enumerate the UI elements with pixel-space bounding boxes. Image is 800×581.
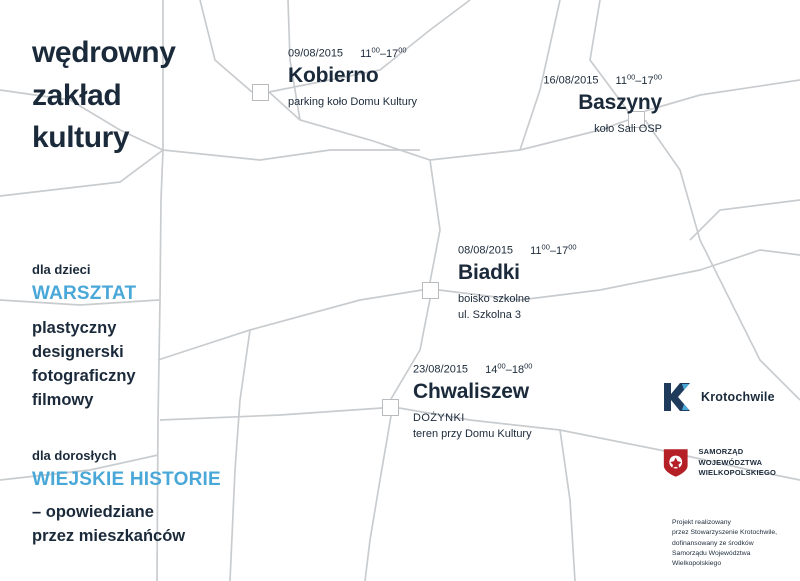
kids-line-2: designerski <box>32 343 124 362</box>
samorzad-line-2: WIELKOPOLSKIEGO <box>698 468 777 478</box>
kids-line-4: filmowy <box>32 391 94 410</box>
hours-from-sup: 00 <box>371 45 380 54</box>
logo-krotochwile <box>662 381 775 413</box>
event-date: 09/08/2015 <box>288 47 344 60</box>
samorzad-line-1: SAMORZĄD WOJEWÓDZTWA <box>698 447 763 467</box>
hours-from-sup: 00 <box>626 72 636 81</box>
event-baszyny <box>543 72 662 138</box>
event-name: Baszyny <box>578 90 662 114</box>
event-venue-line-1: koło Sali OSP <box>594 122 662 135</box>
hours-to: 17 <box>386 47 399 60</box>
title-line-3: kultury <box>32 121 130 155</box>
kids-line-3: fotograficzny <box>32 367 136 386</box>
event-date: 08/08/2015 <box>458 244 514 257</box>
title-line-1: wędrowny <box>32 36 176 69</box>
event-name: Biadki <box>458 260 520 284</box>
poster-title <box>32 32 176 160</box>
map-node-kobierno <box>252 84 269 101</box>
hours-from-sup: 00 <box>541 242 550 251</box>
event-hours <box>615 72 662 87</box>
hours-to-sup: 00 <box>524 361 533 370</box>
event-venue-line-1: boisko szkolne <box>458 292 531 305</box>
event-name: Chwaliszew <box>413 379 529 403</box>
funding-note-line-4: Samorządu Województwa <box>672 549 751 557</box>
event-date-row <box>458 242 577 257</box>
event-hours <box>360 45 407 60</box>
funding-note-line-5: Wielkopolskiego <box>672 560 722 568</box>
hours-to: 18 <box>511 363 525 376</box>
hours-to-sup: 00 <box>568 242 577 251</box>
hours-from-sup: 00 <box>497 361 506 370</box>
hours-dash: – <box>379 47 387 60</box>
hours-from: 14 <box>485 363 498 376</box>
map-node-biadki <box>422 282 439 299</box>
event-hours <box>530 242 577 257</box>
event-kobierno <box>288 45 417 111</box>
adults-heading: WIEJSKIE HISTORIE <box>32 469 221 490</box>
adults-line-1: – opowiedziane <box>32 503 154 521</box>
event-venue-line-2: teren przy Domu Kultury <box>413 427 532 440</box>
funding-note <box>672 518 792 570</box>
event-venue-line-1: DOŻYNKI <box>413 411 465 424</box>
event-chwaliszew <box>413 361 532 443</box>
map-node-chwaliszew <box>382 399 399 416</box>
kids-kicker: dla dzieci <box>32 262 91 277</box>
kids-line-1: plastyczny <box>32 319 117 337</box>
title-line-2: zakład <box>32 78 122 112</box>
hours-from: 11 <box>530 244 542 257</box>
funding-note-line-3: dofinansowany ze środków <box>672 539 754 547</box>
event-hours <box>485 361 533 376</box>
hours-to: 17 <box>556 244 569 257</box>
kids-heading: WARSZTAT <box>32 283 137 304</box>
hours-from: 11 <box>360 47 372 60</box>
hours-to-sup: 00 <box>653 72 662 81</box>
event-venue-line-1: parking koło Domu Kultury <box>288 95 418 108</box>
funding-note-line-2: przez Stowarzyszenie Krotochwile, <box>672 529 778 537</box>
krotochwile-mark-icon <box>662 381 692 413</box>
event-date: 16/08/2015 <box>543 74 599 87</box>
hours-to-sup: 00 <box>398 45 407 54</box>
event-name: Kobierno <box>288 63 379 87</box>
hours-dash: – <box>549 244 557 257</box>
event-biadki <box>458 242 577 324</box>
hours-dash: – <box>635 74 642 87</box>
adults-program-block <box>32 448 221 548</box>
logo-samorzad-wojewodztwa <box>662 446 800 480</box>
krotochwile-label: Krotochwile <box>701 390 775 404</box>
hours-to: 17 <box>641 74 654 87</box>
adults-line-2: przez mieszkańców <box>32 527 186 546</box>
event-date: 23/08/2015 <box>413 363 469 376</box>
adults-kicker: dla dorosłych <box>32 448 117 463</box>
hours-from: 11 <box>615 74 627 87</box>
event-date-row <box>413 361 532 376</box>
kids-program-block <box>32 262 136 412</box>
wielkopolska-crest-icon <box>662 446 689 480</box>
event-date-row <box>288 45 417 60</box>
funding-note-line-1: Projekt realizowany <box>672 519 731 526</box>
samorzad-label <box>698 447 800 479</box>
hours-dash: – <box>505 363 512 376</box>
event-date-row <box>543 72 662 87</box>
event-venue-line-2: ul. Szkolna 3 <box>458 308 521 321</box>
